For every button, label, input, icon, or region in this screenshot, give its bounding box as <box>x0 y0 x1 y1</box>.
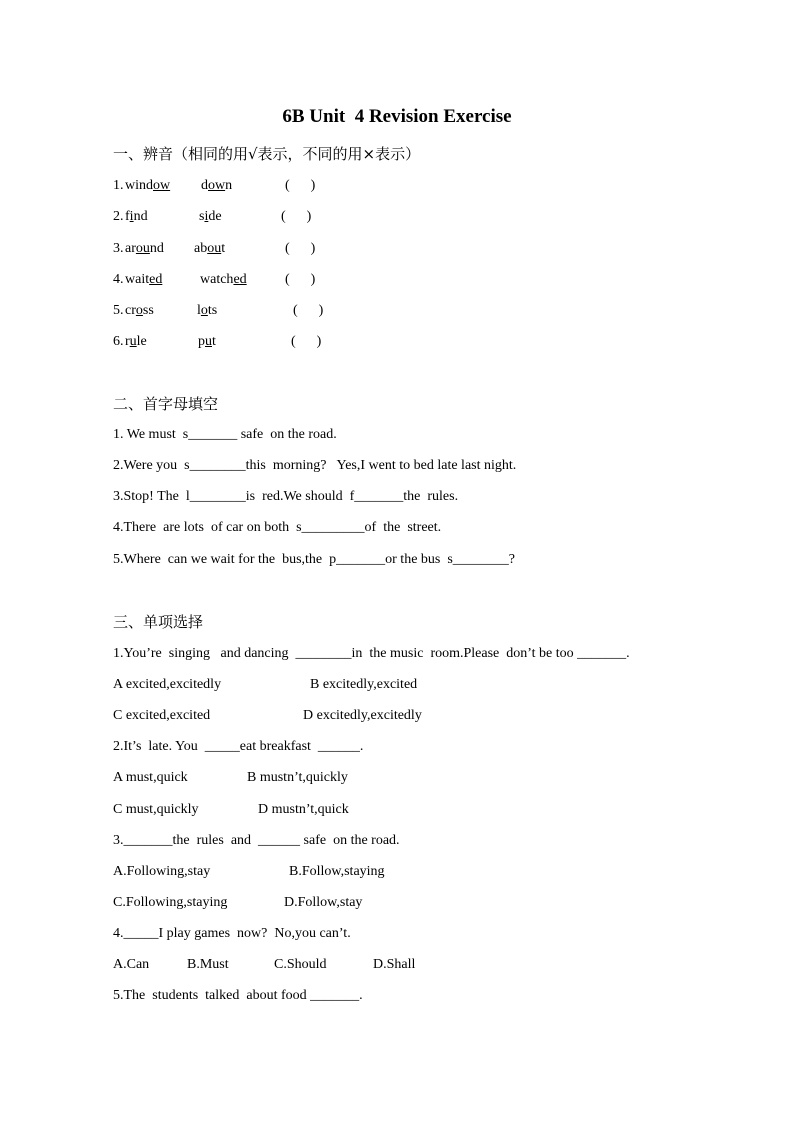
underlined-letters: ow <box>208 178 226 193</box>
option-a[interactable]: A must,quick <box>113 770 188 785</box>
answer-paren[interactable]: ( ) <box>285 178 316 193</box>
fill-blank-1: 1. We must s_______ safe on the road. <box>113 427 337 442</box>
word-part: cr <box>125 303 136 318</box>
option-c[interactable]: C.Should <box>274 957 327 972</box>
word-part: nd <box>133 209 148 224</box>
option-d[interactable]: D.Follow,stay <box>284 895 363 910</box>
question-1: 1.You’re singing and dancing ________in the music room.Please don’t be too _______. <box>113 646 630 661</box>
option-a[interactable]: A.Following,stay <box>113 864 211 879</box>
underlined-letters: o <box>200 303 208 318</box>
option-d[interactable]: D mustn’t,quick <box>258 802 349 817</box>
answer-paren[interactable]: ( ) <box>291 334 322 349</box>
word-part: wind <box>125 178 153 193</box>
underlined-letters: ed <box>233 272 247 287</box>
word-2 <box>194 240 225 258</box>
section3-heading: 三、单项选择 <box>113 613 204 631</box>
fill-blank-5: 5.Where can we wait for the bus,the p_______or the bus s________? <box>113 552 516 567</box>
underlined-letters: ou <box>207 241 222 256</box>
question-3: 3._______the rules and ______ safe on the road. <box>113 833 400 848</box>
item-number: 6. <box>113 334 124 349</box>
word-part: wait <box>125 272 150 287</box>
word-part: watch <box>200 272 234 287</box>
item-number: 3. <box>113 241 124 256</box>
question-2: 2.It’s late. You _____eat breakfast ______. <box>113 739 364 754</box>
option-d[interactable]: D.Shall <box>373 957 416 972</box>
underlined-letters: ed <box>149 272 163 287</box>
item-number: 2. <box>113 209 124 224</box>
question-5: 5.The students talked about food _______. <box>113 988 363 1003</box>
underlined-letters: o <box>135 303 143 318</box>
word-part: ar <box>125 241 136 256</box>
word-1 <box>125 271 162 289</box>
word-part: de <box>208 209 222 224</box>
word-part: p <box>198 334 205 349</box>
underlined-letters: i <box>129 209 134 224</box>
word-2 <box>201 177 232 195</box>
option-c[interactable]: C must,quickly <box>113 802 199 817</box>
word-1 <box>125 177 170 195</box>
word-part: t <box>212 334 216 349</box>
word-part: ss <box>142 303 154 318</box>
word-part: r <box>125 334 130 349</box>
page-title: 6B Unit 4 Revision Exercise <box>282 106 512 127</box>
option-b[interactable]: B.Follow,staying <box>289 864 385 879</box>
underlined-letters: u <box>205 334 212 349</box>
word-2 <box>200 271 247 289</box>
fill-blank-3: 3.Stop! The l________is red.We should f_______the rules. <box>113 489 459 504</box>
word-part: t <box>221 241 226 256</box>
word-part: nd <box>149 241 164 256</box>
option-c[interactable]: C excited,excited <box>113 708 211 723</box>
underlined-letters: ow <box>153 178 171 193</box>
option-a[interactable]: A excited,excitedly <box>113 677 222 692</box>
item-number: 1. <box>113 178 124 193</box>
option-a[interactable]: A.Can <box>113 957 150 972</box>
word-1 <box>125 208 148 226</box>
option-d[interactable]: D excitedly,excitedly <box>303 708 422 723</box>
question-4: 4._____I play games now? No,you can’t. <box>113 926 351 941</box>
option-b[interactable]: B.Must <box>187 957 229 972</box>
word-1 <box>125 240 164 258</box>
word-part: ab <box>194 241 208 256</box>
answer-paren[interactable]: ( ) <box>293 303 324 318</box>
word-2 <box>197 302 217 320</box>
word-part: d <box>201 178 208 193</box>
answer-paren[interactable]: ( ) <box>285 241 316 256</box>
word-1 <box>125 333 147 351</box>
item-number: 5. <box>113 303 124 318</box>
word-part: le <box>136 334 147 349</box>
answer-paren[interactable]: ( ) <box>281 209 312 224</box>
word-part: l <box>197 303 201 318</box>
word-2 <box>199 208 222 226</box>
option-c[interactable]: C.Following,staying <box>113 895 228 910</box>
fill-blank-2: 2.Were you s________this morning? Yes,I went to bed late last night. <box>113 458 517 473</box>
underlined-letters: i <box>204 209 209 224</box>
fill-blank-4: 4.There are lots of car on both s_________of the street. <box>113 520 442 535</box>
item-number: 4. <box>113 272 124 287</box>
answer-paren[interactable]: ( ) <box>285 272 316 287</box>
word-part: n <box>225 178 233 193</box>
word-1 <box>125 302 154 320</box>
section1-heading: 一、辨音（相同的用√表示，不同的用×表示） <box>113 145 421 163</box>
section2-heading: 二、首字母填空 <box>113 395 219 413</box>
word-part: f <box>125 209 130 224</box>
option-b[interactable]: B excitedly,excited <box>310 677 418 692</box>
underlined-letters: ou <box>135 241 150 256</box>
word-2 <box>198 333 216 351</box>
option-b[interactable]: B mustn’t,quickly <box>247 770 348 785</box>
word-part: ts <box>207 303 218 318</box>
underlined-letters: u <box>129 334 137 349</box>
word-part: s <box>199 209 205 224</box>
